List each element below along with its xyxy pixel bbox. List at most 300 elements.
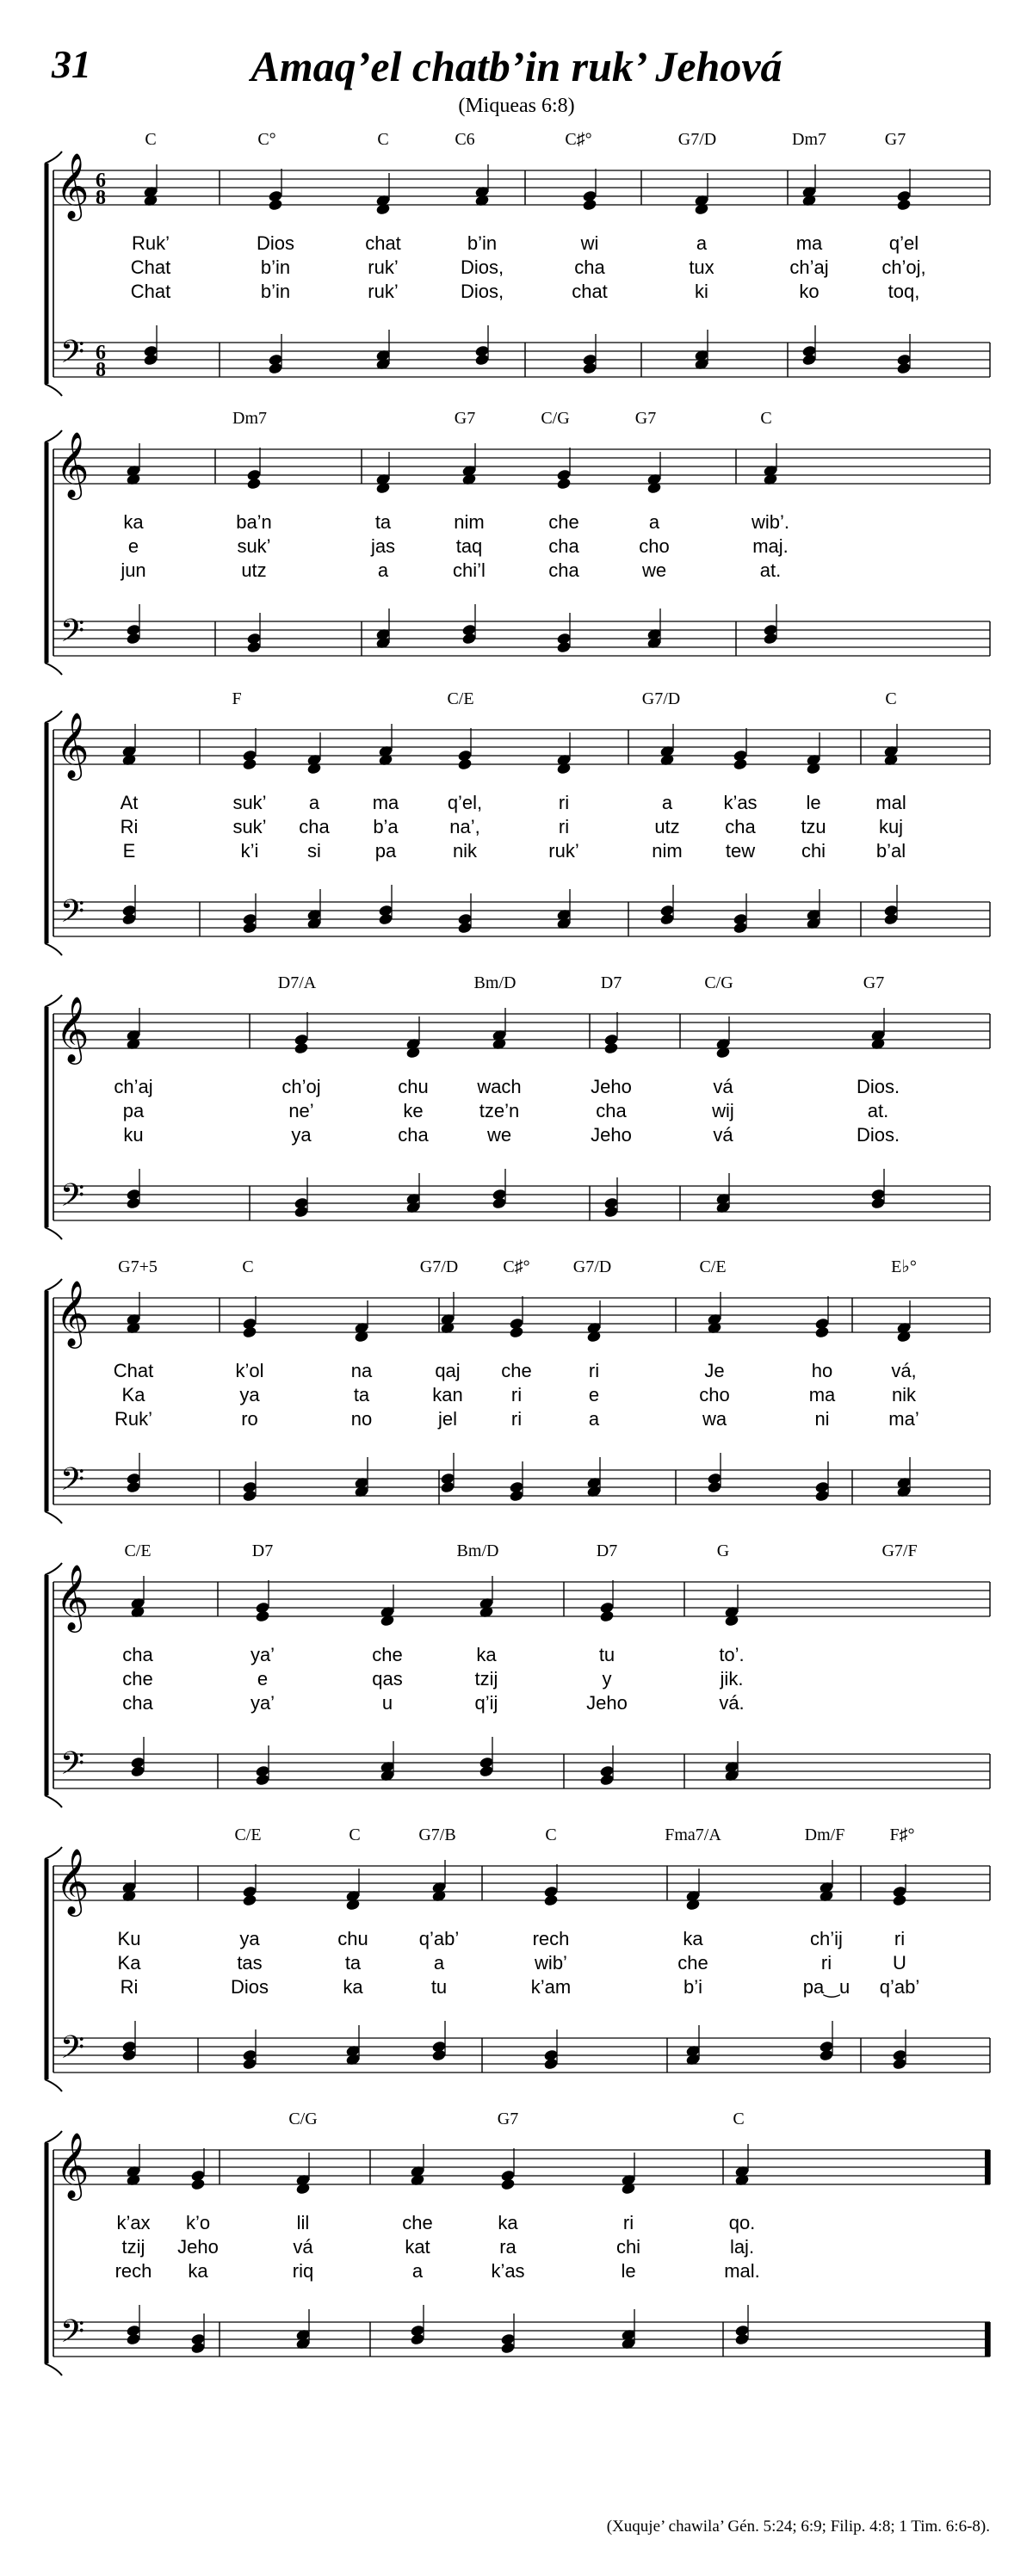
- lyric-syllable: chi: [801, 840, 826, 862]
- lyric-syllable: q’ij: [474, 1692, 498, 1714]
- bass-note: [883, 912, 899, 925]
- bass-note: [378, 912, 393, 925]
- lyric-syllable: Jeho: [177, 2236, 219, 2258]
- lyric-syllable: vá: [713, 1076, 733, 1097]
- lyric-syllable: si: [307, 840, 321, 862]
- lyric-syllable: ruk’: [548, 840, 579, 862]
- treble-clef-icon: 𝄞: [55, 155, 90, 218]
- lyric-syllable: k’o: [185, 2212, 211, 2233]
- lyric-syllable: jas: [370, 535, 396, 557]
- chord-symbol: C/E: [699, 1257, 727, 1276]
- lyric-syllable: che: [122, 1668, 153, 1690]
- lyric-syllable: nik: [891, 1384, 917, 1405]
- lyric-syllable: le: [621, 2260, 636, 2282]
- lyric-syllable: ch’ij: [810, 1928, 843, 1949]
- lyric-syllable: a: [433, 1952, 445, 1974]
- lyric-syllable: ri: [588, 1360, 600, 1381]
- lyric-syllable: Dios,: [460, 281, 504, 302]
- lyric-syllable: cha: [398, 1124, 429, 1146]
- chord-symbol: C/G: [541, 409, 570, 428]
- lyric-syllable: che: [501, 1360, 532, 1381]
- lyric-syllable: chat: [365, 232, 401, 254]
- lyric-syllable: k’as: [491, 2260, 525, 2282]
- lyric-syllable: rech: [114, 2260, 152, 2282]
- lyric-syllable: e: [127, 535, 139, 557]
- lyric-syllable: cha: [548, 559, 579, 581]
- bass-note: [870, 1196, 886, 1209]
- lyric-syllable: che: [548, 511, 579, 533]
- treble-note: [599, 1609, 615, 1622]
- lyric-syllable: ta: [353, 1384, 370, 1405]
- lyric-syllable: kat: [405, 2236, 430, 2258]
- treble-note: [457, 757, 473, 770]
- bass-note: [461, 632, 477, 645]
- lyric-syllable: mal.: [724, 2260, 760, 2282]
- chord-symbol: G7: [863, 973, 885, 992]
- bracket-bottom-hook: [45, 1511, 62, 1523]
- lyric-syllable: k’am: [530, 1976, 572, 1998]
- lyric-syllable: b’in: [260, 281, 291, 302]
- lyric-syllable: a: [696, 232, 708, 254]
- lyric-syllable: e: [588, 1384, 600, 1405]
- bass-note: [509, 1489, 524, 1502]
- lyric-syllable: Ri: [120, 1976, 139, 1998]
- chord-symbol: G: [716, 1541, 730, 1560]
- treble-clef-icon: 𝄞: [55, 1850, 90, 1913]
- bass-note: [556, 640, 572, 653]
- bass-clef-icon: 𝄢: [59, 2030, 85, 2073]
- lyric-syllable: ba’n: [236, 511, 272, 533]
- bracket-bottom-hook: [45, 2363, 62, 2375]
- lyric-syllable: a: [377, 559, 389, 581]
- lyric-syllable: ri: [622, 2212, 634, 2233]
- bass-clef-icon: 𝄢: [59, 335, 85, 377]
- lyric-syllable: laj.: [729, 2236, 755, 2258]
- lyric-syllable: suk’: [237, 535, 271, 557]
- chord-symbol: D7: [600, 973, 622, 992]
- lyric-syllable: wij: [712, 1100, 734, 1121]
- lyric-syllable: ri: [558, 816, 570, 837]
- lyric-syllable: a: [661, 792, 673, 813]
- lyric-syllable: ruk’: [368, 281, 399, 302]
- lyric-syllable: we: [486, 1124, 512, 1146]
- bass-note: [474, 353, 490, 366]
- lyric-syllable: wi: [580, 232, 599, 254]
- lyric-syllable: u: [381, 1692, 393, 1714]
- lyric-syllable: wach: [477, 1076, 522, 1097]
- lyric-syllable: tas: [237, 1952, 263, 1974]
- bass-note: [896, 361, 912, 374]
- chord-symbol: C: [242, 1257, 254, 1276]
- chord-symbol: C: [545, 1825, 557, 1844]
- lyric-syllable: utz: [241, 559, 267, 581]
- bass-note: [734, 2332, 750, 2345]
- lyric-syllable: ka: [123, 511, 144, 533]
- lyric-syllable: Jeho: [586, 1692, 628, 1714]
- lyric-syllable: ya’: [250, 1692, 275, 1714]
- bass-clef-icon: 𝄢: [59, 894, 85, 936]
- lyric-syllable: ke: [403, 1100, 424, 1121]
- lyric-syllable: cha: [122, 1692, 153, 1714]
- treble-note: [582, 198, 597, 211]
- lyric-syllable: Ka: [117, 1952, 141, 1974]
- lyric-syllable: ya’: [250, 1644, 275, 1665]
- lyric-syllable: Dios: [256, 232, 295, 254]
- lyric-syllable: Ruk’: [114, 1408, 153, 1430]
- lyric-syllable: vá: [713, 1124, 733, 1146]
- treble-clef-icon: 𝄞: [55, 2134, 90, 2197]
- treble-note: [509, 1325, 524, 1338]
- lyric-syllable: Dios,: [460, 256, 504, 278]
- lyric-syllable: Ka: [121, 1384, 145, 1405]
- lyric-syllable: E: [122, 840, 136, 862]
- lyric-syllable: Chat: [130, 281, 171, 302]
- lyric-syllable: wib’.: [751, 511, 790, 533]
- bass-note: [121, 2048, 137, 2061]
- treble-note: [242, 1893, 257, 1906]
- treble-note: [733, 757, 748, 770]
- bass-note: [410, 2332, 425, 2345]
- lyric-syllable: at.: [759, 559, 782, 581]
- bass-clef-icon: 𝄢: [59, 614, 85, 656]
- treble-clef-icon: 𝄞: [55, 1566, 90, 1629]
- chord-symbol: Bm/D: [473, 973, 516, 992]
- lyric-syllable: ho: [811, 1360, 833, 1381]
- lyric-syllable: qas: [372, 1668, 403, 1690]
- chord-symbol: G7/D: [641, 689, 681, 708]
- bass-note: [126, 1196, 141, 1209]
- lyric-syllable: vá,: [891, 1360, 917, 1381]
- lyric-syllable: cha: [548, 535, 579, 557]
- chord-symbol: C/E: [234, 1825, 262, 1844]
- treble-note: [255, 1609, 270, 1622]
- bass-clef-icon: 𝄢: [59, 1746, 85, 1788]
- treble-clef-icon: 𝄞: [55, 714, 90, 777]
- bass-note: [814, 1489, 830, 1502]
- lyric-syllable: ri: [510, 1384, 523, 1405]
- bass-note: [819, 2048, 834, 2061]
- treble-note: [242, 757, 257, 770]
- lyric-syllable: jel: [437, 1408, 458, 1430]
- bracket-bottom-hook: [45, 663, 62, 675]
- lyric-syllable: chi’l: [453, 559, 486, 581]
- lyric-syllable: q’ab’: [879, 1976, 920, 1998]
- bass-note: [603, 1205, 619, 1218]
- chord-symbol: C: [760, 409, 772, 428]
- lyric-syllable: no: [350, 1408, 373, 1430]
- bass-clef-icon: 𝄢: [59, 2314, 85, 2357]
- bass-note: [431, 2048, 447, 2061]
- treble-note: [190, 2178, 206, 2190]
- bass-note: [707, 1480, 722, 1493]
- lyric-syllable: e: [257, 1668, 269, 1690]
- treble-note: [896, 198, 912, 211]
- bracket-bottom-hook: [45, 1227, 62, 1239]
- lyric-syllable: Ruk’: [131, 232, 170, 254]
- lyric-syllable: q’ab’: [418, 1928, 460, 1949]
- bracket-bottom-hook: [45, 384, 62, 396]
- treble-note: [603, 1041, 619, 1054]
- lyric-syllable: ch’aj: [114, 1076, 153, 1097]
- bass-clef-icon: 𝄢: [59, 1462, 85, 1504]
- lyric-syllable: ka: [498, 2212, 518, 2233]
- lyric-syllable: tew: [725, 840, 756, 862]
- bass-note: [801, 353, 817, 366]
- lyric-syllable: ku: [123, 1124, 144, 1146]
- lyric-syllable: chu: [398, 1076, 429, 1097]
- bracket-bottom-hook: [45, 943, 62, 955]
- lyric-syllable: maj.: [752, 535, 789, 557]
- chord-symbol: G7/B: [418, 1825, 456, 1844]
- lyric-syllable: y: [602, 1668, 612, 1690]
- lyric-syllable: ne’: [288, 1100, 314, 1121]
- chord-symbol: G7/D: [677, 130, 717, 149]
- chord-symbol: C♯°: [565, 130, 592, 149]
- bass-note: [242, 921, 257, 934]
- lyric-syllable: k’i: [240, 840, 259, 862]
- lyric-syllable: che: [677, 1952, 708, 1974]
- lyric-syllable: nim: [652, 840, 683, 862]
- lyric-syllable: a: [648, 511, 660, 533]
- lyric-syllable: qo.: [728, 2212, 756, 2233]
- lyric-syllable: chi: [615, 2236, 641, 2258]
- chord-symbol: G7: [634, 409, 657, 428]
- lyric-syllable: q’el,: [447, 792, 483, 813]
- bass-note: [294, 1205, 309, 1218]
- lyric-syllable: b’a: [373, 816, 399, 837]
- chord-symbol: C: [145, 130, 157, 149]
- time-signature-bottom: 8: [96, 359, 106, 381]
- lyric-syllable: qaj: [435, 1360, 461, 1381]
- lyric-syllable: utz: [654, 816, 680, 837]
- lyric-syllable: cha: [725, 816, 756, 837]
- lyric-syllable: Dios.: [856, 1124, 900, 1146]
- treble-clef-icon: 𝄞: [55, 434, 90, 497]
- lyric-syllable: ka: [476, 1644, 497, 1665]
- lyric-syllable: ri: [510, 1408, 523, 1430]
- lyric-syllable: k’ol: [235, 1360, 264, 1381]
- lyric-syllable: le: [806, 792, 821, 813]
- lyric-syllable: ma: [795, 232, 823, 254]
- chord-symbol: F: [232, 689, 242, 708]
- bass-note: [733, 921, 748, 934]
- lyric-syllable: Ri: [120, 816, 139, 837]
- chord-symbol: G7/F: [881, 1541, 918, 1560]
- lyric-syllable: cha: [596, 1100, 627, 1121]
- bass-note: [143, 353, 158, 366]
- chord-symbol: G7: [454, 409, 476, 428]
- lyric-syllable: ta: [374, 511, 392, 533]
- lyric-syllable: at.: [867, 1100, 889, 1121]
- lyric-syllable: vá.: [719, 1692, 745, 1714]
- lyric-syllable: ta: [344, 1952, 362, 1974]
- bass-note: [126, 632, 141, 645]
- bass-note: [242, 2057, 257, 2070]
- lyric-syllable: chu: [337, 1928, 368, 1949]
- lyric-syllable: lil: [296, 2212, 310, 2233]
- bass-note: [121, 912, 137, 925]
- time-signature-top: 6: [96, 170, 106, 192]
- lyric-syllable: wa: [702, 1408, 727, 1430]
- final-barline-bass: [985, 2322, 990, 2357]
- bass-note: [126, 2332, 141, 2345]
- lyric-syllable: rech: [532, 1928, 570, 1949]
- lyric-syllable: ri: [558, 792, 570, 813]
- bass-clef-icon: 𝄢: [59, 1178, 85, 1220]
- chord-symbol: E♭°: [891, 1257, 917, 1276]
- treble-note: [892, 1893, 907, 1906]
- lyric-syllable: ma’: [888, 1408, 919, 1430]
- bass-note: [599, 1773, 615, 1786]
- lyric-syllable: ko: [799, 281, 820, 302]
- treble-note: [242, 1325, 257, 1338]
- bass-note: [492, 1196, 507, 1209]
- time-signature-top: 6: [96, 342, 106, 364]
- lyric-syllable: na: [350, 1360, 373, 1381]
- bass-note: [892, 2057, 907, 2070]
- lyric-syllable: tux: [689, 256, 714, 278]
- lyric-syllable: ruk’: [368, 256, 399, 278]
- chord-symbol: C/E: [447, 689, 474, 708]
- chord-symbol: D7/A: [277, 973, 317, 992]
- lyric-syllable: ch’oj,: [881, 256, 926, 278]
- lyric-syllable: ki: [695, 281, 708, 302]
- lyric-syllable: Jeho: [591, 1124, 632, 1146]
- bass-note: [457, 921, 473, 934]
- lyric-syllable: b’in: [467, 232, 498, 254]
- lyric-syllable: nik: [452, 840, 478, 862]
- treble-note: [500, 2178, 516, 2190]
- lyric-syllable: pa: [374, 840, 397, 862]
- lyric-syllable: wib’: [535, 1952, 567, 1974]
- chord-symbol: G7/D: [572, 1257, 612, 1276]
- lyric-syllable: ma: [372, 792, 399, 813]
- lyric-syllable: b’al: [875, 840, 906, 862]
- bass-note: [440, 1480, 455, 1493]
- bass-note: [190, 2341, 206, 2354]
- lyric-syllable: na’,: [449, 816, 480, 837]
- lyric-syllable: ka: [188, 2260, 208, 2282]
- bass-note: [126, 1480, 141, 1493]
- lyric-syllable: cha: [122, 1644, 153, 1665]
- lyric-syllable: U: [893, 1952, 906, 1974]
- lyric-syllable: chat: [572, 281, 608, 302]
- chord-symbol: C/G: [288, 2110, 318, 2128]
- chord-symbol: Dm/F: [804, 1825, 845, 1844]
- lyric-syllable: jun: [121, 559, 146, 581]
- treble-note: [268, 198, 283, 211]
- lyric-syllable: pa: [122, 1100, 145, 1121]
- chord-symbol: F♯°: [889, 1825, 915, 1844]
- lyric-syllable: tze’n: [479, 1100, 520, 1121]
- bracket-bottom-hook: [45, 1795, 62, 1807]
- bass-note: [763, 632, 778, 645]
- lyric-syllable: ya: [291, 1124, 312, 1146]
- bass-note: [500, 2341, 516, 2354]
- bass-note: [582, 361, 597, 374]
- treble-clef-icon: 𝄞: [55, 998, 90, 1061]
- lyric-syllable: we: [641, 559, 667, 581]
- chord-symbol: Bm/D: [456, 1541, 499, 1560]
- bass-note: [659, 912, 675, 925]
- lyric-syllable: Dios: [230, 1976, 269, 1998]
- lyric-syllable: a: [588, 1408, 600, 1430]
- lyric-syllable: tu: [430, 1976, 448, 1998]
- treble-note: [246, 477, 262, 490]
- song-title: Amaq’el chatb’in ruk’ Jehová: [251, 42, 782, 90]
- chord-symbol: C/G: [704, 973, 733, 992]
- lyric-syllable: Chat: [113, 1360, 154, 1381]
- lyric-syllable: b’i: [683, 1976, 703, 1998]
- treble-note: [294, 1041, 309, 1054]
- scripture-reference: (Miqueas 6:8): [458, 95, 575, 117]
- lyric-syllable: ma: [808, 1384, 836, 1405]
- lyric-syllable: ya: [239, 1928, 260, 1949]
- bass-note: [246, 640, 262, 653]
- chord-symbol: G7: [884, 130, 906, 149]
- chord-symbol: Dm7: [792, 130, 826, 149]
- lyric-syllable: kan: [432, 1384, 463, 1405]
- lyric-syllable: q’el: [888, 232, 919, 254]
- lyric-syllable: taq: [455, 535, 483, 557]
- bass-note: [255, 1773, 270, 1786]
- lyric-syllable: Ku: [117, 1928, 141, 1949]
- lyric-syllable: cha: [574, 256, 605, 278]
- chord-symbol: C/E: [124, 1541, 152, 1560]
- lyric-syllable: jik.: [720, 1668, 744, 1690]
- lyric-syllable: tzij: [474, 1668, 498, 1690]
- chord-symbol: G7+5: [118, 1257, 158, 1276]
- bass-note: [242, 1489, 257, 1502]
- treble-note: [543, 1893, 559, 1906]
- chord-symbol: C: [377, 130, 389, 149]
- lyric-syllable: che: [372, 1644, 403, 1665]
- lyric-syllable: Je: [704, 1360, 725, 1381]
- lyric-syllable: riq: [292, 2260, 314, 2282]
- bass-note: [543, 2057, 559, 2070]
- lyric-syllable: At: [120, 792, 139, 813]
- bass-note: [130, 1764, 145, 1777]
- chord-symbol: G7/D: [419, 1257, 459, 1276]
- lyric-syllable: pa‿u: [802, 1976, 851, 1998]
- time-signature-bottom: 8: [96, 187, 106, 209]
- lyric-syllable: ri: [820, 1952, 832, 1974]
- chord-symbol: D7: [596, 1541, 618, 1560]
- chord-symbol: C: [349, 1825, 361, 1844]
- lyric-syllable: ya: [239, 1384, 260, 1405]
- lyric-syllable: a: [308, 792, 320, 813]
- chord-symbol: C6: [455, 130, 475, 149]
- chord-symbol: Fma7/A: [665, 1825, 721, 1844]
- lyric-syllable: ka: [683, 1928, 703, 1949]
- bracket-bottom-hook: [45, 2079, 62, 2091]
- lyric-syllable: b’in: [260, 256, 291, 278]
- lyric-syllable: ka: [343, 1976, 363, 1998]
- lyric-syllable: cho: [639, 535, 670, 557]
- lyric-syllable: ri: [894, 1928, 906, 1949]
- lyric-syllable: nim: [454, 511, 485, 533]
- lyric-syllable: Chat: [130, 256, 171, 278]
- lyric-syllable: k’as: [723, 792, 758, 813]
- chord-symbol: Dm7: [232, 409, 267, 428]
- lyric-syllable: ro: [241, 1408, 258, 1430]
- lyric-syllable: suk’: [232, 816, 267, 837]
- lyric-syllable: Dios.: [856, 1076, 900, 1097]
- chord-symbol: D7: [251, 1541, 274, 1560]
- lyric-syllable: to’.: [719, 1644, 745, 1665]
- final-barline-treble: [985, 2150, 990, 2184]
- footer-reference: (Xuquje’ chawila’ Gén. 5:24; 6:9; Filip. 4:8; 1 Tim. 6:6-8).: [606, 2517, 990, 2536]
